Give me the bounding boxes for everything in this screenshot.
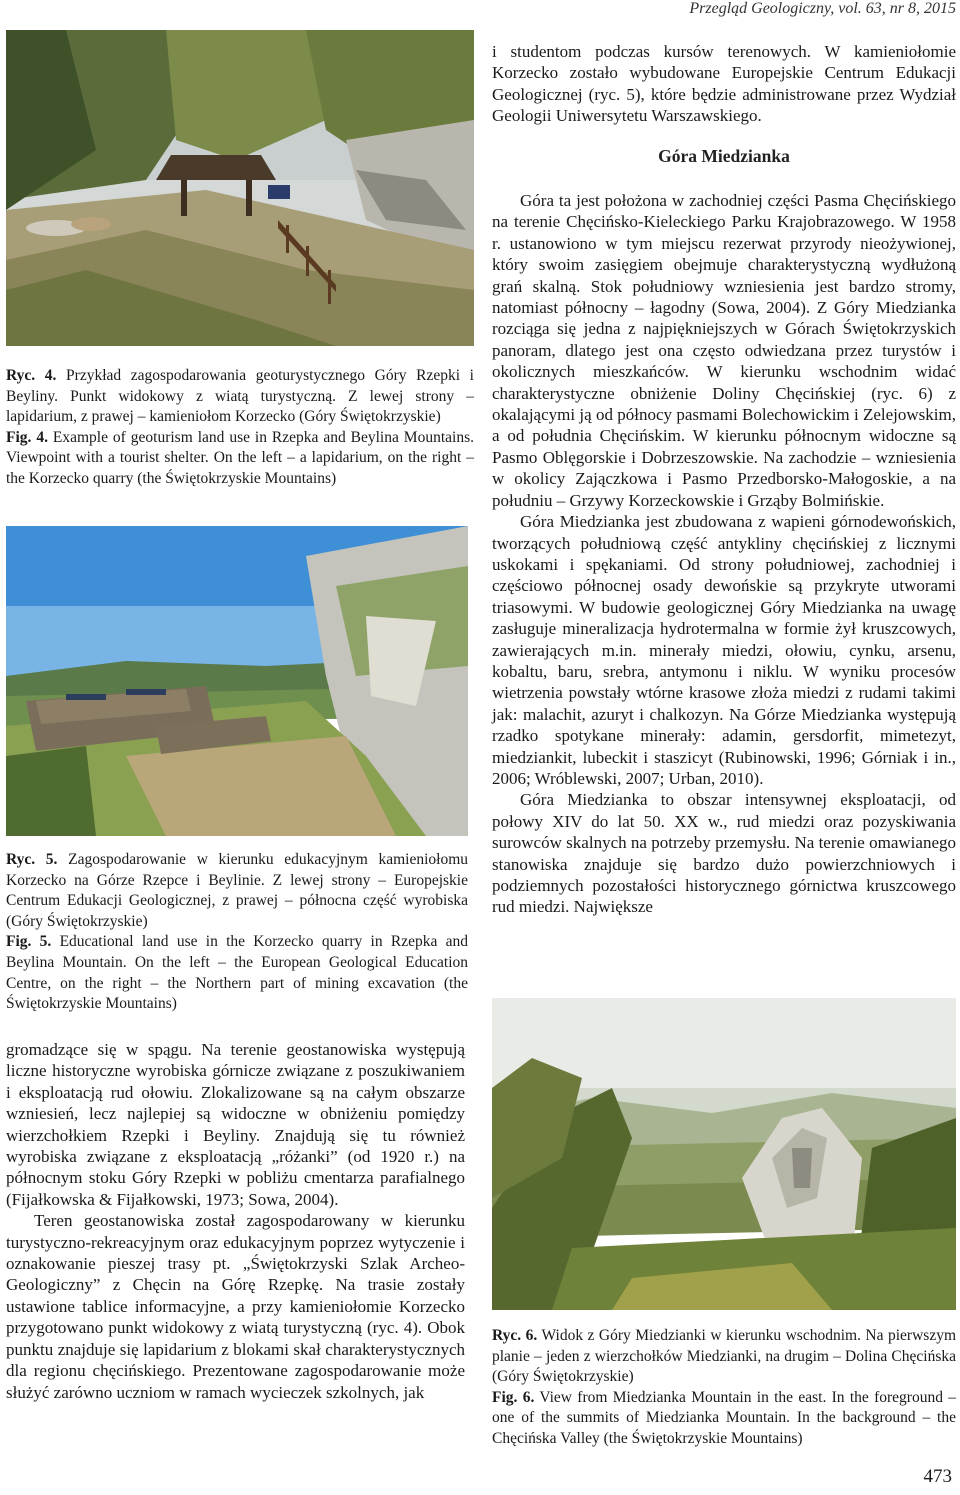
figure-4-pl-label: Ryc. 4. — [6, 367, 57, 384]
right-paragraph-3: Góra Miedzianka to obszar intensywnej eksploatacji, od połowy XIV do lat 50. XX w., rud miedzi oraz pozyskiwania surowców skalnych na potrzeby przemysłu. Na terenie omawianego stanowiska znajduje się bardzo dużo powierzchniowych i podziemnych pozostałości historycznego górnictwa kruszcowego rud miedzi. Największe — [492, 790, 956, 917]
left-column-text — [6, 1039, 465, 1403]
figure-5-en-label: Fig. 5. — [6, 933, 52, 951]
journal-header: Przegląd Geologiczny, vol. 63, nr 8, 2015 — [689, 0, 956, 17]
right-column-text — [492, 190, 956, 918]
figure-4-caption — [6, 366, 474, 490]
left-paragraph-1: gromadzące się w spągu. Na terenie geostanowiska występują liczne historyczne wyrobiska górnicze związane z poszukiwaniem i eksploatacją rud ołowiu. Zlokalizowane są na całym obszarze wzniesień, lecz najlepiej są widoczne w obniżeniu pomiędzy wierzchołkiem Rzepki i Beyliny. Znajdują się tu również wyrobiska związane z eksploatacją „różanki” (od 1920 r.) na północnym stoku Góry Rzepki w pobliżu cmentarza parafialnego (Fijałkowska & Fijałkowski, 1973; Sowa, 2004). — [6, 1040, 465, 1209]
figure-6-en-label: Fig. 6. — [492, 1388, 535, 1406]
figure-6-en-text: View from Miedzianka Mountain in the east. In the foreground – one of the summits of Miedzianka Mountain. In the background – the Chęcińska Valley (the Świętokrzyskie Mountains) — [492, 1388, 956, 1447]
figure-5-en-text: Educational land use in the Korzecko quarry in Rzepka and Beylina Mountain. On the left – the European Geological Education Centre, on the right – the Northern part of mining excavation (the Świętokrzyskie Mountains) — [6, 933, 468, 1013]
figure-6-caption — [492, 1326, 956, 1450]
figure-6-pl-text: Widok z Góry Miedzianki w kierunku wschodnim. Na pierwszym planie – jeden z wierzchołków Miedzianki, na drugim – Dolina Chęcińska (Góry Świętokrzyskie) — [492, 1327, 957, 1386]
right-paragraph-2: Góra Miedzianka jest zbudowana z wapieni górnodewońskich, tworzących południową część antykliny chęcińskiej z licznymi uskokami i spękaniami. Od strony południowej, zachodniej i częściowo północnej osady dewońskie są przykryte utworami triasowymi. W budowie geologicznej Góry Miedzianka na uwagę zasługuje mineralizacja hydrotermalna w formie żył kruszcowych, zawierających m.in. minerały miedzi, ołowiu, cynku, arsenu, kobaltu, baru, srebra, antymonu i niklu. W wyniku procesów wietrzenia powstały wtórne krasowe złoża miedzi z rudami takimi jak: malachit, azuryt i chalkozyn. Na Górze Miedzianka występują rzadko spotykane minerały: adamin, gersdorfit, mimetezyt, miedziankit, lubeckit i staszicyt (Rubinowski, 1996; Górniak i in., 2006; Wróblewski, 2007; Urban, 2010). — [492, 512, 956, 788]
photo-education-centre — [6, 526, 468, 836]
section-title: Góra Miedzianka — [658, 146, 790, 166]
figure-5-pl-label: Ryc. 5. — [6, 851, 58, 868]
figure-4-en-text: Example of geoturism land use in Rzepka and Beylina Mountains. Viewpoint with a tourist shelter. On the left – a lapidarium, on the right – the Korzecko quarry (the Świętokrzyskie Mountains) — [6, 428, 474, 487]
figure-5-pl-text: Zagospodarowanie w kierunku edukacyjnym kamieniołomu Korzecko na Górze Rzepce i Beylinie. Z lewej strony – Europejskie Centrum Edukacji Geologicznej, z prawej – północna część wyrobiska (Góry Świętokrzyskie) — [6, 851, 469, 930]
photo-viewpoint-shelter — [6, 30, 474, 346]
photo-miedzianka-view — [492, 998, 956, 1310]
left-paragraph-2: Teren geostanowiska został zagospodarowany w kierunku turystyczno-rekreacyjnym oraz edukacyjnym poprzez wytyczenie i oznakowanie pieszej trasy pt. „Świętokrzyski Szlak Archeo-Geologiczny” z Chęcin na Górę Rzepkę. Na trasie zostały ustawione tablice informacyjne, a przy kamieniołomie Korzecko przygotowano punkt widokowy z wiatą turystyczną (ryc. 4). Obok punktu znajduje się lapidarium z blokami skał charakterystycznych dla regionu chęcińskiego. Prezentowane zagospodarowanie może służyć zarówno uczniom w ramach wycieczek szkolnych, jak — [6, 1211, 465, 1402]
right-column-intro — [492, 41, 956, 127]
figure-4-en-label: Fig. 4. — [6, 428, 48, 446]
figure-6-pl-label: Ryc. 6. — [492, 1327, 538, 1344]
right-paragraph-1: Góra ta jest położona w zachodniej części Pasma Chęcińskiego na terenie Chęcińsko-Kieleckiego Parku Krajobrazowego. W 1958 r. ustanowiono w tym miejscu rezerwat przyrody nieożywionej, który swoim zasięgiem obejmuje charakterystyczną wydłużoną grań skalną. Stok południowy wzniesienia jest bardzo stromy, natomiast północny – łagodny (Sowa, 2004). Z Góry Miedzianka rozciąga się jedna z najpiękniejszych w Górach Świętokrzyskich panoram, dlatego jest ona często odwiedzana przez turystów i okolicznych mieszkańców. W kierunku wschodnim widać charakterystyczne obniżenie Doliny Chęcińskiej (ryc. 6) z okalającymi ją od północy pasmami Bolechowickim i Zelejowskim, a od południa Chęcińskim. W kierunku północnym widoczne są Pasmo Oblęgorskie i Dobrzeszowskie. Na zachodzie – wzniesienia w okolicy Zajączkowa i Pasmo Przedborsko-Małogoskie, a na południu – Grzywy Korzeckowskie i Grząby Bolmińskie. — [492, 191, 956, 510]
page-number: 473 — [923, 1466, 952, 1487]
figure-4-pl-text: Przykład zagospodarowania geoturystycznego Góry Rzepki i Beyliny. Punkt widokowy z wiatą turystyczną. Z lewej strony – lapidarium, z prawej – kamieniołom Korzecko (Góry Świętokrzyskie) — [6, 367, 474, 426]
figure-5-caption — [6, 850, 468, 1015]
right-paragraph-0: i studentom podczas kursów terenowych. W kamieniołomie Korzecko zostało wybudowane Europejskie Centrum Edukacji Geologicznej (ryc. 5), które będzie administrowane przez Wydział Geologii Uniwersytetu Warszawskiego. — [492, 42, 956, 126]
